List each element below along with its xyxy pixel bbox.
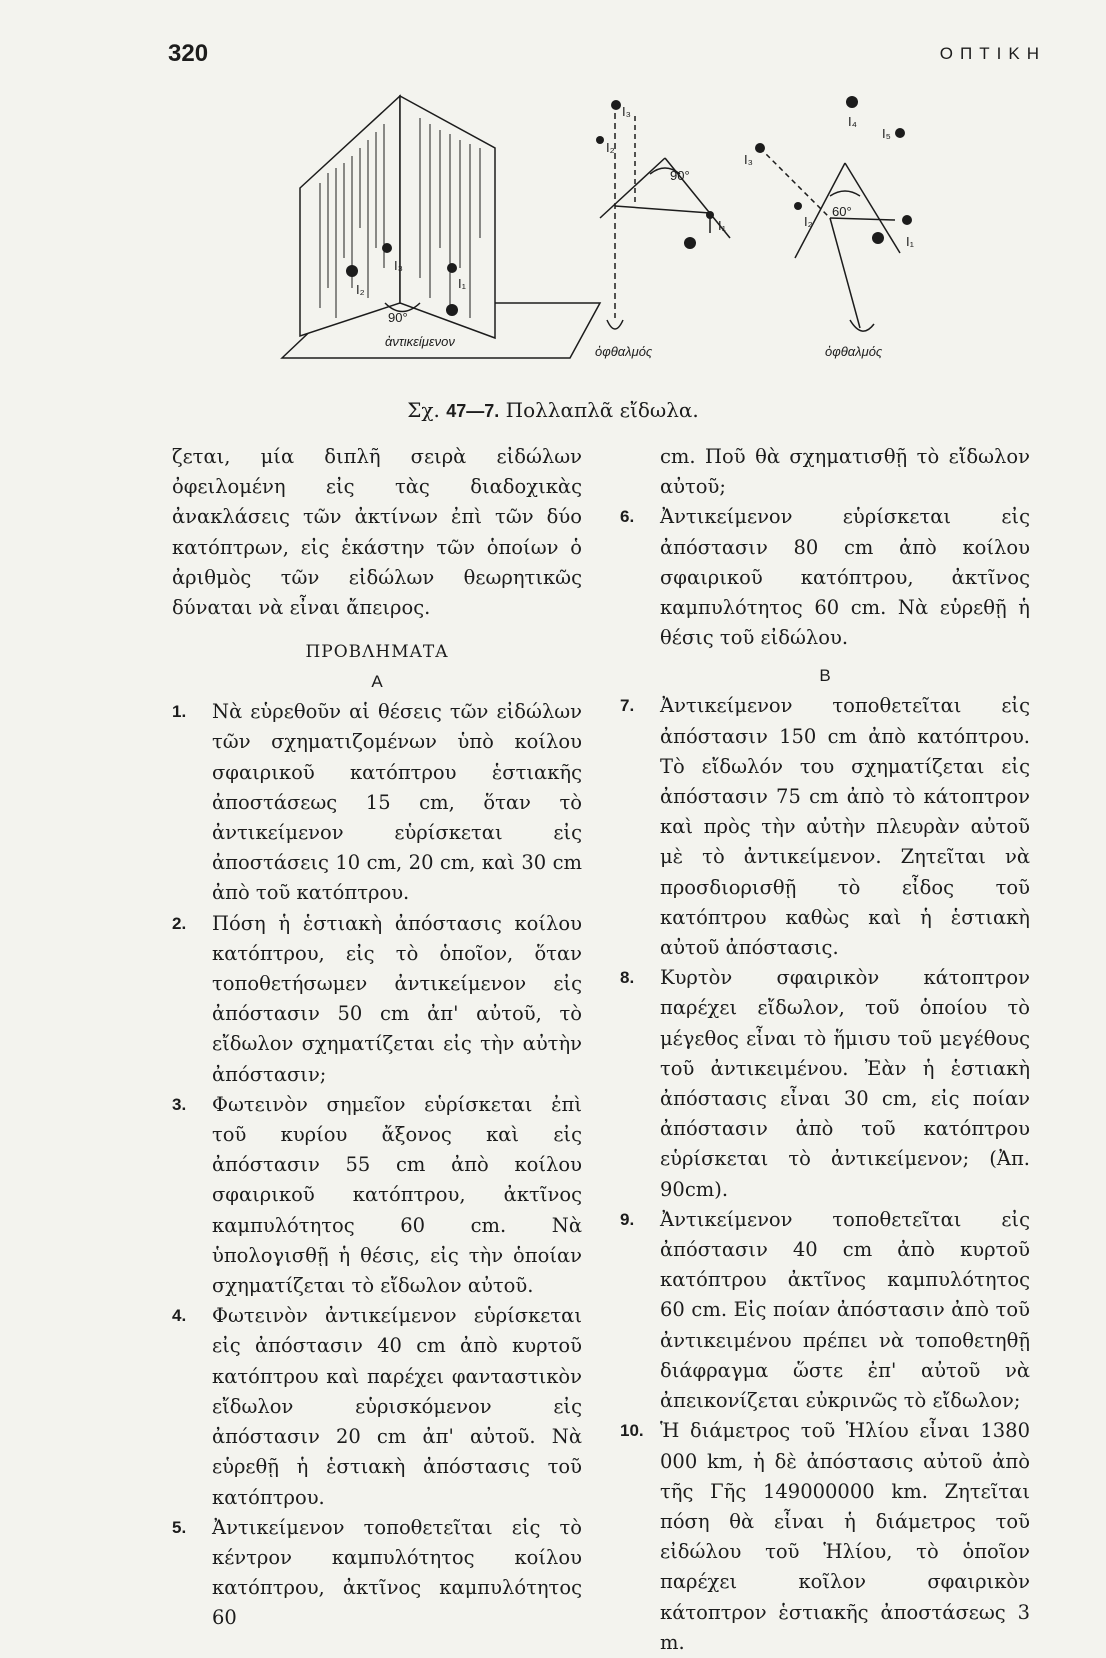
intro-paragraph: ζεται, μία διπλῆ σειρὰ εἰδώλων ὀφειλομένη εἰς τὰς διαδοχικὰς ἀνακλάσεις τῶν ἀκτίνων ἐπὶ τῶν δύο κατόπτρων, εἰς ἑκάστην τῶν ὁποίων ὁ ἀριθμὸς τῶν εἰδώλων θεωρητικῶς δύναται νὰ εἶναι ἄπειρος.	[172, 445, 582, 620]
caption-prefix: Σχ.	[407, 398, 440, 422]
right-image-i5	[895, 128, 905, 138]
middle-images	[596, 100, 714, 249]
problem-number: 10.	[620, 1421, 644, 1441]
figure-svg	[270, 88, 930, 388]
problem-6	[620, 502, 1030, 653]
right-images	[755, 96, 912, 244]
problem-text: Φωτεινὸν σημεῖον εὑρίσκεται ἐπὶ τοῦ κυρίου ἄξονος καὶ εἰς ἀπόστασιν 55 cm ἀπὸ κοίλου σφαιρικοῦ κατόπτρου, ἀκτῖνος καμπυλότητος 60 cm. Νὰ ὑπολογισθῇ ἡ θέσις, εἰς τὴν ὁποίαν σχηματίζεται τὸ εἴδωλον αὐτοῦ.	[212, 1092, 582, 1298]
problem-text: Ἡ διάμετρος τοῦ Ἡλίου εἶναι 1380 000 km, ἡ δὲ ἀπόστασις αὐτοῦ ἀπὸ τῆς Γῆς 149000000 km. Ζητεῖται πόση θὰ εἶναι ἡ διάμετρος τοῦ εἰδώλου τοῦ Ἡλίου, τὸ ὁποῖον παρέχει κοῖλον σφαιρικὸν κάτοπτρον ἑστιακῆς ἀποστάσεως 3 m.	[660, 1419, 1030, 1654]
label-object: ἀντικείμενον	[385, 334, 455, 349]
label-i4: I₄	[848, 114, 857, 129]
mid-image-i3	[611, 100, 621, 110]
label-i2-mid: I₂	[606, 140, 615, 155]
problem-number: 1.	[172, 702, 187, 722]
problem-number: 2.	[172, 913, 187, 933]
problem-text: cm. Ποῦ θὰ σχηματισθῇ τὸ εἴδωλον αὐτοῦ;	[660, 445, 1030, 499]
problem-8	[620, 963, 1030, 1205]
mid-object	[684, 237, 696, 249]
label-i3-right: I₃	[744, 152, 753, 167]
eye-icon-mid	[607, 320, 623, 329]
right-column	[620, 442, 1030, 1658]
left-mirror	[300, 96, 400, 336]
label-i2-right: I₂	[804, 214, 813, 229]
problem-number: 4.	[172, 1306, 187, 1326]
problem-7	[620, 691, 1030, 963]
problems-heading: ΠΡΟΒΛΗΜΑΤΑ	[305, 642, 449, 663]
image-dot-i3	[382, 243, 392, 253]
problem-2	[172, 909, 582, 1090]
label-angle-mid: 90°	[670, 168, 690, 183]
caption-number: 47—7.	[446, 401, 500, 421]
problem-5	[172, 1513, 582, 1634]
problem-text: Ἀντικείμενον τοποθετεῖται εἰς ἀπόστασιν 40 cm ἀπὸ κυρτοῦ κατόπτρου ἀκτῖνος καμπυλότητος 60 cm. Εἰς ποίαν ἀπόστασιν ἀπὸ τοῦ ἀντικειμένου πρέπει νὰ τοποθετηθῇ διάφραγμα ὥστε ἐπ' αὐτοῦ νὰ ἀπεικονίζεται εὐκρινῶς τὸ εἴδωλον;	[660, 1207, 1030, 1413]
problem-5-continued	[620, 442, 1030, 502]
right-image-i4	[846, 96, 858, 108]
problem-text: Φωτεινὸν ἀντικείμενον εὑρίσκεται εἰς ἀπόστασιν 40 cm ἀπὸ κυρτοῦ κατόπτρου καὶ παρέχει φανταστικὸν εἴδωλον εὑρισκόμενον εἰς ἀπόστασιν 20 cm ἀπ' αὐτοῦ. Νὰ εὑρεθῇ ἡ ἑστιακὴ ἀπόστασις τοῦ κατόπτρου.	[212, 1304, 582, 1509]
problem-4	[172, 1301, 582, 1512]
label-angle-left: 90°	[388, 310, 408, 325]
ray-diagram-90	[600, 103, 730, 318]
problem-text: Πόση ἡ ἑστιακὴ ἀπόστασις κοίλου κατόπτρου, εἰς τὸ ὁποῖον, ὅταν τοποθετήσωμεν ἀντικείμενον εἰς ἀπόστασιν 50 cm ἀπ' αὐτοῦ, τὸ εἴδωλον σχηματίζεται εἰς τὴν αὐτὴν ἀπόστασιν;	[212, 911, 582, 1086]
label-i1-mid: I₁	[718, 218, 726, 233]
hinged-mirrors-drawing	[282, 96, 600, 358]
problem-text: Ἀντικείμενον τοποθετεῖται εἰς τὸ κέντρον καμπυλότητος κοίλου κατόπτρου, ἀκτῖνος καμπυλότητος 60	[212, 1515, 582, 1630]
problem-number: 5.	[172, 1517, 187, 1537]
label-eye-right: ὀφθαλμός	[825, 344, 883, 359]
figure-caption	[0, 398, 1106, 422]
image-dot-i1	[447, 263, 457, 273]
right-image-i3	[755, 143, 765, 153]
right-image-i1	[902, 215, 912, 225]
figure-multiple-images	[270, 88, 930, 388]
label-i2-left: I₂	[356, 282, 365, 297]
problem-text: Ἀντικείμενον τοποθετεῖται εἰς ἀπόστασιν 150 cm ἀπὸ κατόπτρου. Τὸ εἴδωλόν του σχηματίζεται εἰς ἀπόστασιν 75 cm ἀπὸ τὸ κάτοπτρον καὶ πρὸς τὴν αὐτὴν πλευρὰν αὐτοῦ μὲ τὸ ἀντικείμενον. Ζητεῖται νὰ προσδιορισθῇ τὸ εἶδος τοῦ κατόπτρου καθὼς καὶ ἡ ἑστιακὴ αὐτοῦ ἀπόστασις.	[660, 694, 1030, 960]
right-mirror	[400, 96, 495, 338]
problem-number: 8.	[620, 968, 635, 988]
problem-3	[172, 1090, 582, 1301]
mid-image-i1	[706, 211, 714, 219]
problem-1	[172, 697, 582, 908]
right-image-i2	[794, 202, 802, 210]
label-i3-mid: I₃	[622, 104, 631, 119]
caption-text: Πολλαπλᾶ εἴδωλα.	[505, 398, 699, 422]
problem-text: Νὰ εὑρεθοῦν αἱ θέσεις τῶν εἰδώλων τῶν σχηματιζομένων ὑπὸ κοίλου σφαιρικοῦ κατόπτρου ἑστιακῆς ἀποστάσεως 15 cm, ὅταν τὸ ἀντικείμενον εὑρίσκεται εἰς ἀποστάσεις 10 cm, 20 cm, καὶ 30 cm ἀπὸ τοῦ κατόπτρου.	[212, 700, 582, 905]
problem-number: 6.	[620, 507, 635, 527]
problem-number: 9.	[620, 1209, 635, 1229]
section-b-heading: Β	[819, 666, 831, 686]
running-title: ΟΠΤΙΚΗ	[939, 44, 1046, 63]
mid-image-i2	[596, 136, 604, 144]
page-number: 320	[168, 40, 209, 67]
problem-number: 3.	[172, 1094, 187, 1114]
problem-10	[620, 1416, 1030, 1658]
right-object	[872, 232, 884, 244]
problem-number: 7.	[620, 696, 635, 716]
object-dot	[446, 304, 458, 316]
eye-icon-right	[850, 320, 874, 331]
label-i1-right: I₁	[906, 234, 914, 249]
label-i1-left: I₁	[458, 276, 466, 291]
label-eye-mid: ὀφθαλμός	[595, 344, 653, 359]
label-i3-left: I₃	[394, 258, 403, 273]
problem-9	[620, 1205, 1030, 1416]
section-a-heading: Α	[371, 672, 383, 692]
problem-text: Ἀντικείμενον εὑρίσκεται εἰς ἀπόστασιν 80 cm ἀπὸ κοίλου σφαιρικοῦ κατόπτρου, ἀκτῖνος καμπυλότητος 60 cm. Νὰ εὑρεθῇ ἡ θέσις τοῦ εἰδώλου.	[660, 505, 1030, 650]
left-column	[172, 442, 582, 1634]
image-dot-i2	[346, 265, 358, 277]
label-i5: I₅	[882, 126, 891, 141]
problem-text: Κυρτὸν σφαιρικὸν κάτοπτρον παρέχει εἴδωλον, τοῦ ὁποίου τὸ μέγεθος εἶναι τὸ ἥμισυ τοῦ μεγέθους τοῦ ἀντικειμένου. Ἐὰν ἡ ἑστιακὴ ἀπόστασις εἶναι 30 cm, εἰς ποίαν ἀπόστασιν ἀπὸ τοῦ κατόπτρου εὑρίσκεται τὸ ἀντικείμενον; (Ἀπ. 90cm).	[660, 966, 1030, 1201]
label-angle-right: 60°	[832, 204, 852, 219]
